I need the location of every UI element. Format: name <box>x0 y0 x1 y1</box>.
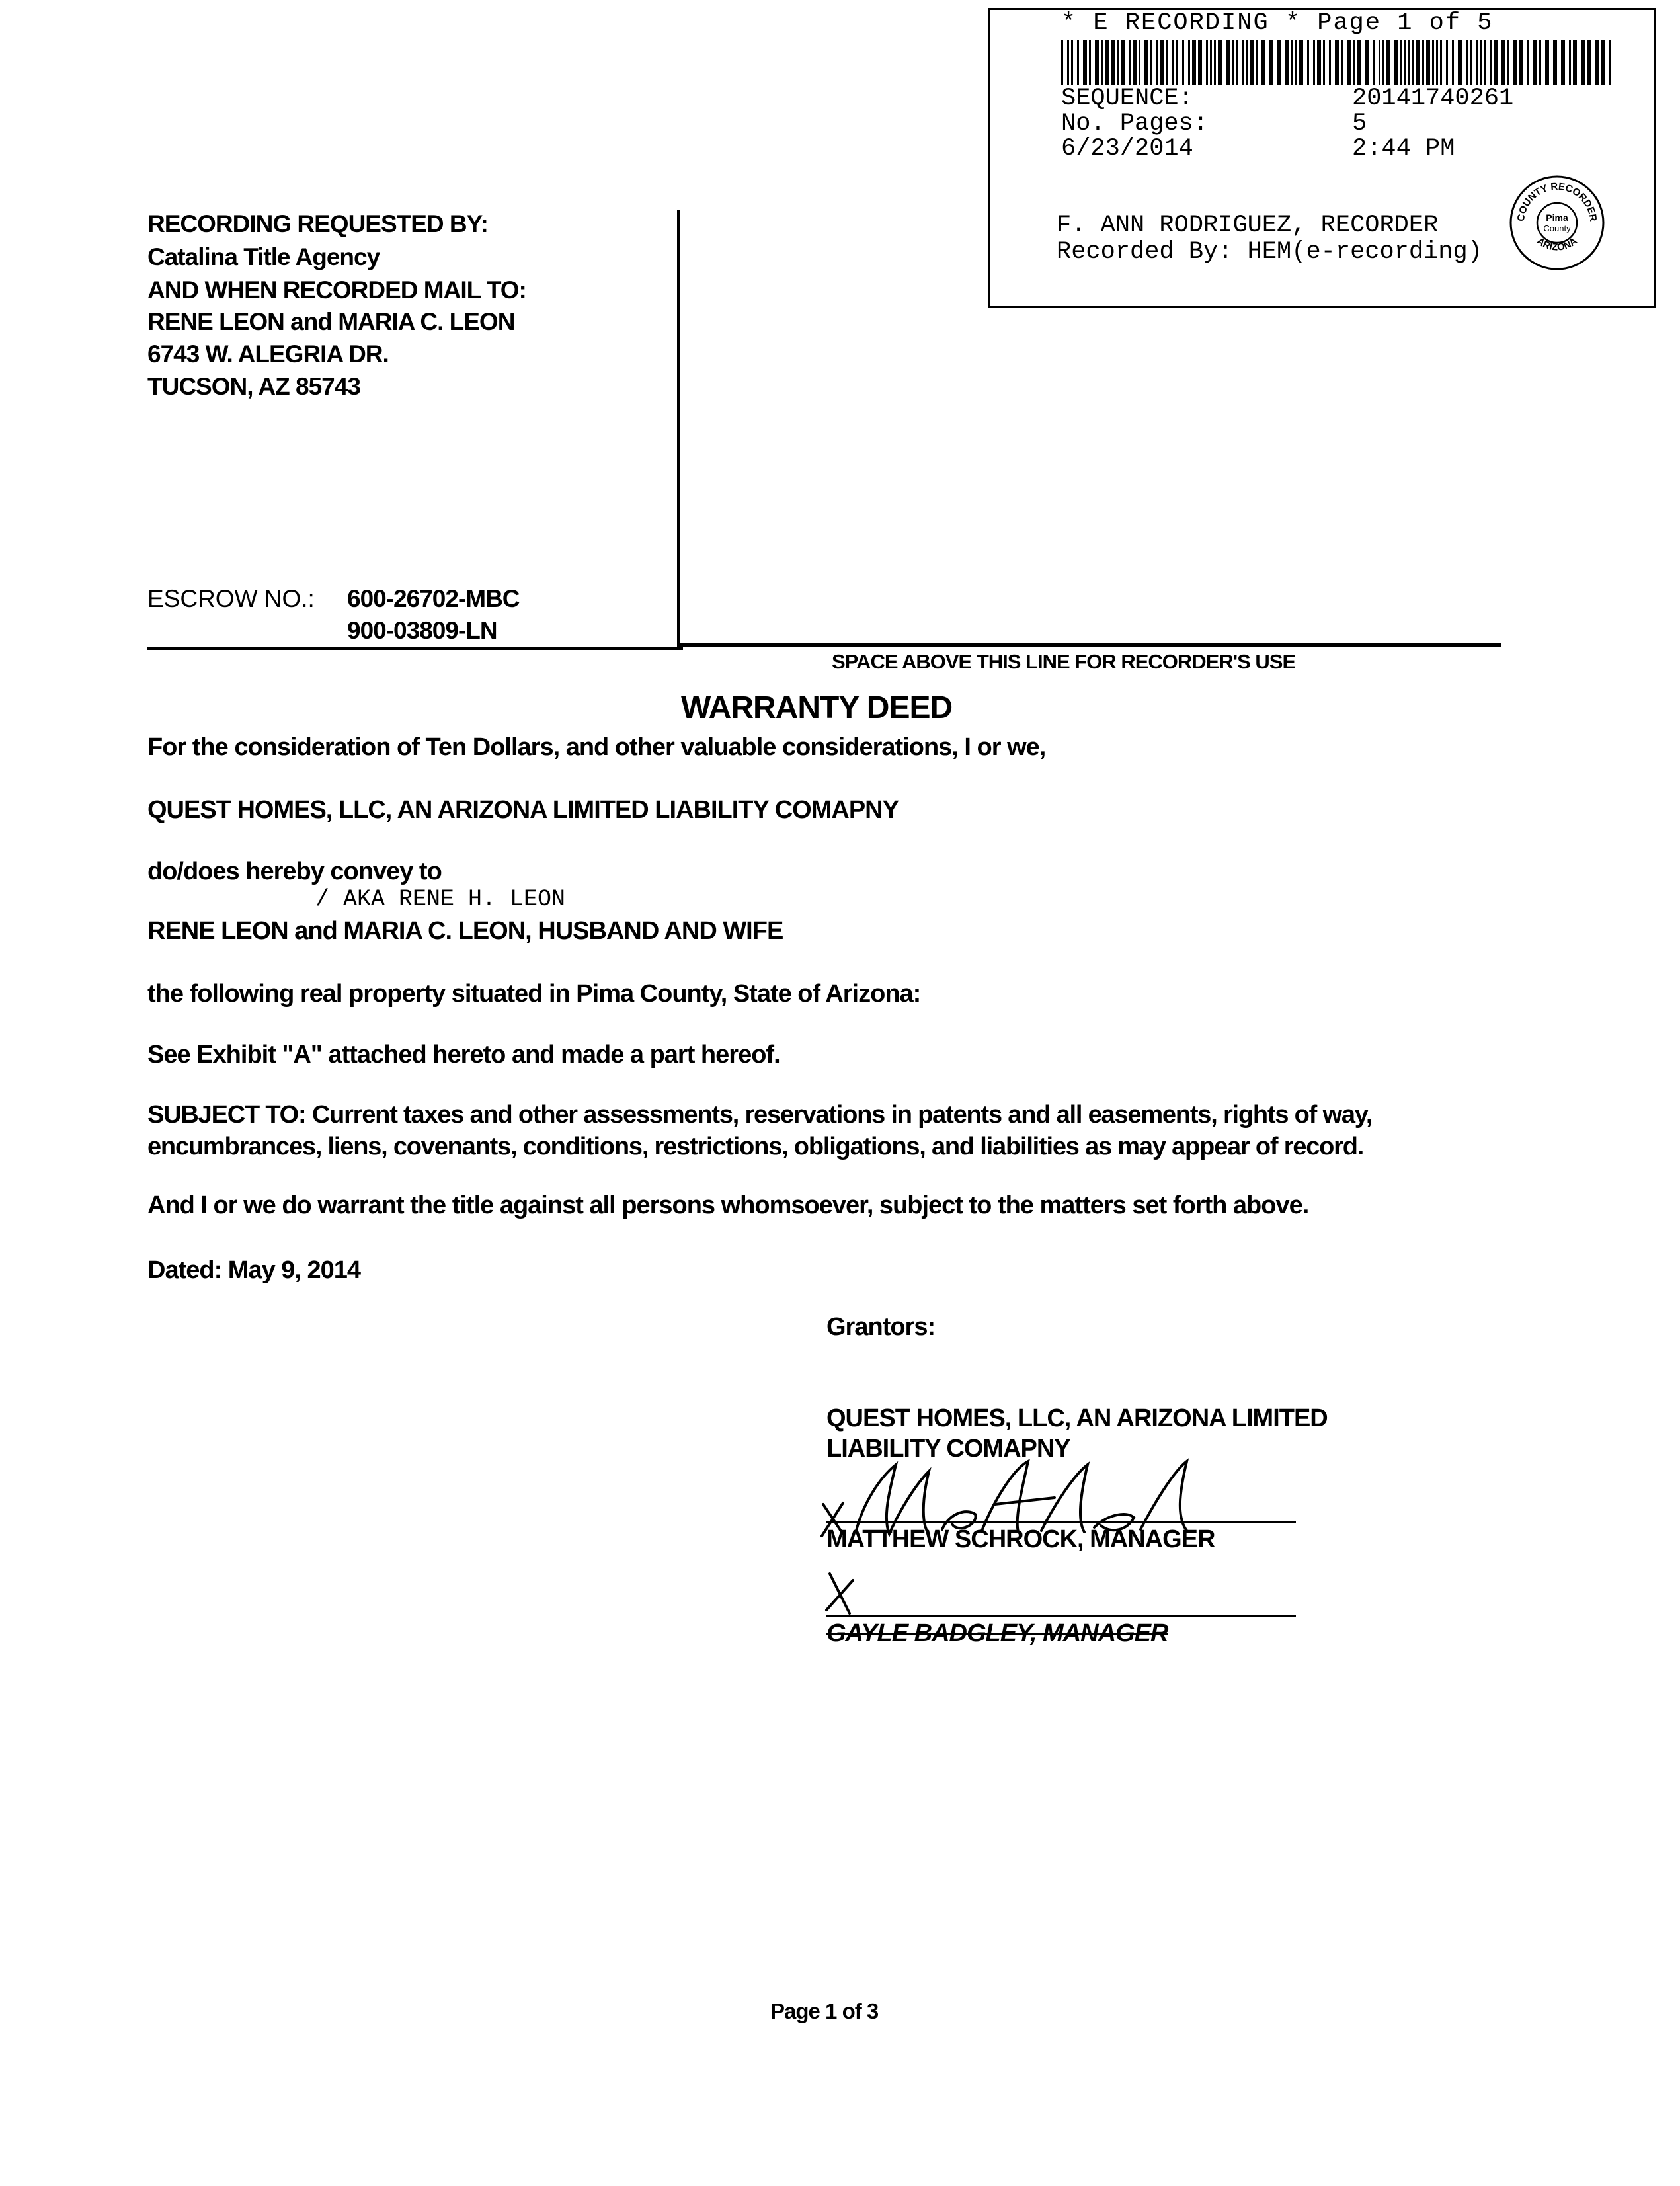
page-number: Page 1 of 3 <box>770 1999 879 2023</box>
barcode-bar <box>1277 40 1281 85</box>
barcode-bar <box>1446 40 1448 85</box>
sequence-value: 20141740261 <box>1352 85 1514 112</box>
barcode-bar <box>1527 40 1529 85</box>
barcode-bar <box>1150 40 1152 85</box>
barcode-bar <box>1539 40 1541 85</box>
barcode-bar <box>1595 40 1599 85</box>
seal-bottom-text: ARIZONA <box>1535 235 1580 253</box>
document-title: WARRANTY DEED <box>681 690 953 725</box>
barcode-bar <box>1422 40 1424 85</box>
grantees: RENE LEON and MARIA C. LEON, HUSBAND AND WIFE <box>147 917 783 945</box>
barcode-bar <box>1404 40 1406 85</box>
barcode-bar <box>1353 40 1355 85</box>
barcode-bar <box>1553 40 1557 85</box>
barcode-bar <box>1561 40 1565 85</box>
barcode-bar <box>1129 40 1131 85</box>
barcode-bar <box>1452 40 1454 85</box>
barcode-bar <box>1458 40 1462 85</box>
barcode-bar <box>1335 40 1339 85</box>
barcode-bar <box>1494 40 1498 85</box>
barcode-bar <box>1601 40 1605 85</box>
x-mark-icon <box>820 1570 866 1617</box>
barcode-bar <box>1067 40 1069 85</box>
barcode-bar <box>1101 40 1103 85</box>
grantor-entity: QUEST HOMES, LLC, AN ARIZONA LIMITED LIABILITY COMAPNY <box>147 796 899 824</box>
requested-by-label: RECORDING REQUESTED BY: <box>147 210 488 237</box>
barcode-bar <box>1347 40 1351 85</box>
grantor-entity-line2: LIABILITY COMAPNY <box>826 1435 1070 1463</box>
signature-line-1 <box>826 1521 1296 1523</box>
barcode-bar <box>1291 40 1293 85</box>
barcode-bar <box>1256 40 1258 85</box>
barcode-bar <box>1480 40 1482 85</box>
barcode-bar <box>1470 40 1472 85</box>
barcode-bar <box>1117 40 1119 85</box>
barcode-bar <box>1382 40 1384 85</box>
barcode-bar <box>1295 40 1297 85</box>
convey-text: do/does hereby convey to <box>147 858 442 885</box>
barcode-bar <box>1198 40 1202 85</box>
barcode-bar <box>1416 40 1420 85</box>
escrow-number-1: 600-26702-MBC <box>347 585 520 612</box>
barcode-bar <box>1507 40 1509 85</box>
sequence-label: SEQUENCE: <box>1061 85 1193 112</box>
barcode-bar <box>1341 40 1343 85</box>
barcode-bar <box>1501 40 1505 85</box>
property-text: the following real property situated in Pima County, State of Arizona: <box>147 980 921 1008</box>
signer-2: GAYLE BADGLEY, MANAGER <box>826 1619 1168 1647</box>
barcode-bar <box>1139 40 1140 85</box>
barcode-bar <box>1519 40 1523 85</box>
divider-horizontal-left <box>147 647 683 650</box>
barcode-bar <box>1218 40 1222 85</box>
barcode-bar <box>1394 40 1398 85</box>
barcode-bar <box>1323 40 1325 85</box>
seal-center-2: County <box>1543 223 1571 233</box>
barcode-bar <box>1513 40 1517 85</box>
barcode-bar <box>1285 40 1289 85</box>
barcode-bar <box>1182 40 1184 85</box>
barcode-bar <box>1160 40 1164 85</box>
record-time: 2:44 PM <box>1352 135 1455 163</box>
signer-1: MATTHEW SCHROCK, MANAGER <box>826 1525 1215 1553</box>
barcode-bar <box>1609 40 1611 85</box>
mail-street: 6743 W. ALEGRIA DR. <box>147 341 389 368</box>
signature-line-2 <box>826 1615 1296 1617</box>
barcode-bar <box>1206 40 1208 85</box>
exhibit-text: See Exhibit "A" attached hereto and made a part hereof. <box>147 1041 780 1069</box>
barcode-bar <box>1484 40 1486 85</box>
barcode-bar <box>1587 40 1591 85</box>
barcode-bar <box>1329 40 1331 85</box>
barcode-bar <box>1573 40 1577 85</box>
barcode-bar <box>1533 40 1537 85</box>
escrow-number-2: 900-03809-LN <box>347 617 497 644</box>
barcode-bar <box>1089 40 1091 85</box>
barcode-bar <box>1095 40 1099 85</box>
barcode-bar <box>1242 40 1244 85</box>
barcode-bar <box>1083 40 1087 85</box>
stamp-title: * E RECORDING * Page 1 of 5 <box>1061 9 1494 37</box>
barcode-bar <box>1214 40 1216 85</box>
recorded-by: Recorded By: HEM(e-recording) <box>1057 238 1482 266</box>
barcode-bar <box>1250 40 1254 85</box>
barcode-bar <box>1386 40 1390 85</box>
barcode-bar <box>1071 40 1073 85</box>
barcode-bar <box>1365 40 1369 85</box>
barcode-bar <box>1061 40 1063 85</box>
barcode-bar <box>1077 40 1079 85</box>
barcode-bar <box>1121 40 1125 85</box>
barcode-bar <box>1133 40 1137 85</box>
mail-city: TUCSON, AZ 85743 <box>147 373 360 400</box>
barcode-bar <box>1408 40 1410 85</box>
barcode-bar <box>1357 40 1361 85</box>
barcode-bar <box>1379 40 1380 85</box>
barcode-bar <box>1317 40 1321 85</box>
mail-to-label: AND WHEN RECORDED MAIL TO: <box>147 276 526 304</box>
barcode-bar <box>1412 40 1414 85</box>
aka-handwritten: / AKA RENE H. LEON <box>315 886 566 912</box>
recorder-use-note: SPACE ABOVE THIS LINE FOR RECORDER'S USE <box>832 650 1296 673</box>
barcode-bar <box>1172 40 1174 85</box>
barcode-bar <box>1373 40 1375 85</box>
barcode-bar <box>1105 40 1109 85</box>
barcode-bar <box>1166 40 1168 85</box>
barcode <box>1061 40 1613 85</box>
barcode-bar <box>1261 40 1265 85</box>
record-date: 6/23/2014 <box>1061 135 1193 163</box>
barcode-bar <box>1269 40 1273 85</box>
barcode-bar <box>1436 40 1438 85</box>
mail-name: RENE LEON and MARIA C. LEON <box>147 308 515 335</box>
consideration-text: For the consideration of Ten Dollars, and other valuable considerations, I or we, <box>147 733 1046 761</box>
requested-by: Catalina Title Agency <box>147 243 380 270</box>
barcode-bar <box>1210 40 1212 85</box>
barcode-bar <box>1192 40 1196 85</box>
barcode-bar <box>1490 40 1492 85</box>
pages-label: No. Pages: <box>1061 110 1209 138</box>
seal-center-1: Pima <box>1546 212 1568 223</box>
divider-horizontal-right <box>677 643 1501 647</box>
barcode-bar <box>1307 40 1309 85</box>
grantor-entity-line1: QUEST HOMES, LLC, AN ARIZONA LIMITED <box>826 1404 1328 1432</box>
warrant-text: And I or we do warrant the title against all persons whomsoever, subject to the matters set forth above. <box>147 1192 1309 1219</box>
escrow-label: ESCROW NO.: <box>147 585 315 612</box>
barcode-bar <box>1581 40 1585 85</box>
barcode-bar <box>1476 40 1478 85</box>
county-seal-icon <box>1507 173 1607 272</box>
barcode-bar <box>1111 40 1115 85</box>
subject-to-text: SUBJECT TO: Current taxes and other assessments, reservations in patents and all easements, rights of way, encumbrances, liens, covenants, conditions, restrictions, obligations, and liabilities as may appear of record. <box>147 1101 1373 1160</box>
barcode-bar <box>1176 40 1178 85</box>
dated-text: Dated: May 9, 2014 <box>147 1256 361 1284</box>
barcode-bar <box>1232 40 1234 85</box>
barcode-bar <box>1313 40 1315 85</box>
barcode-bar <box>1144 40 1148 85</box>
barcode-bar <box>1466 40 1468 85</box>
barcode-bar <box>1246 40 1248 85</box>
barcode-bar <box>1156 40 1158 85</box>
barcode-bar <box>1432 40 1434 85</box>
barcode-bar <box>1226 40 1230 85</box>
divider-vertical <box>677 210 680 647</box>
barcode-bar <box>1545 40 1549 85</box>
barcode-bar <box>1299 40 1303 85</box>
seal-top-text: COUNTY RECORDER <box>1515 181 1599 222</box>
barcode-bar <box>1188 40 1190 85</box>
pages-value: 5 <box>1352 110 1367 138</box>
grantors-label: Grantors: <box>826 1313 936 1341</box>
barcode-bar <box>1400 40 1402 85</box>
barcode-bar <box>1440 40 1442 85</box>
barcode-bar <box>1569 40 1571 85</box>
barcode-bar <box>1426 40 1430 85</box>
svg-text:ARIZONA <box>1535 235 1580 253</box>
recorder-name: F. ANN RODRIGUEZ, RECORDER <box>1057 212 1439 239</box>
barcode-bar <box>1236 40 1238 85</box>
